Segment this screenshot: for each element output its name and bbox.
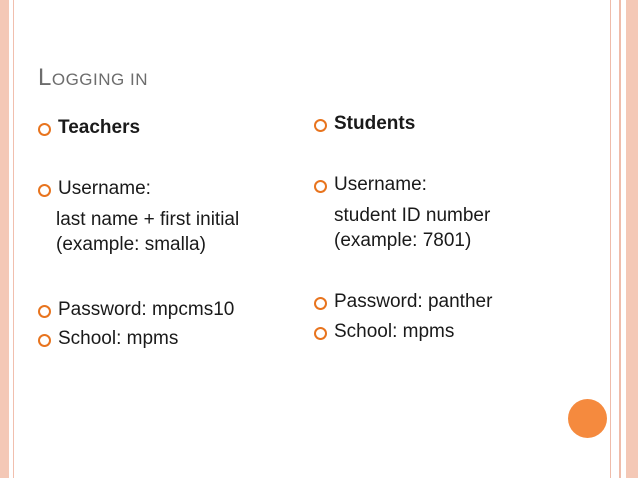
frame-right-band — [626, 0, 638, 478]
frame-right-line-inner — [610, 0, 611, 478]
teachers-username-format: last name + first initial — [56, 209, 240, 230]
slide-title — [38, 64, 148, 92]
bullet-icon — [38, 184, 51, 197]
slide-title-rest: OGGING IN — [51, 70, 148, 89]
teachers-heading: Teachers — [58, 117, 141, 138]
students-username-example: (example: 7801) — [334, 230, 472, 251]
students-school: School: mpms — [334, 321, 455, 342]
students-username-label: Username: — [334, 174, 427, 195]
bullet-icon — [38, 305, 51, 318]
students-heading: Students — [334, 113, 416, 134]
bullet-icon — [38, 334, 51, 347]
students-password: Password: panther — [334, 291, 493, 312]
frame-left-band — [0, 0, 9, 478]
teachers-school: School: mpms — [58, 328, 179, 349]
teachers-password: Password: mpcms10 — [58, 299, 235, 320]
bullet-icon — [314, 119, 327, 132]
frame-right-line-outer — [619, 0, 621, 478]
frame-left-line — [13, 0, 14, 478]
bullet-icon — [314, 297, 327, 310]
teachers-username-label: Username: — [58, 178, 151, 199]
students-username-format: student ID number — [334, 205, 491, 226]
slide-title-initial: L — [38, 64, 52, 91]
bullet-icon — [314, 180, 327, 193]
bullet-icon — [314, 327, 327, 340]
bullet-icon — [38, 123, 51, 136]
teachers-username-example: (example: smalla) — [56, 234, 206, 255]
decorative-circle — [568, 399, 607, 438]
